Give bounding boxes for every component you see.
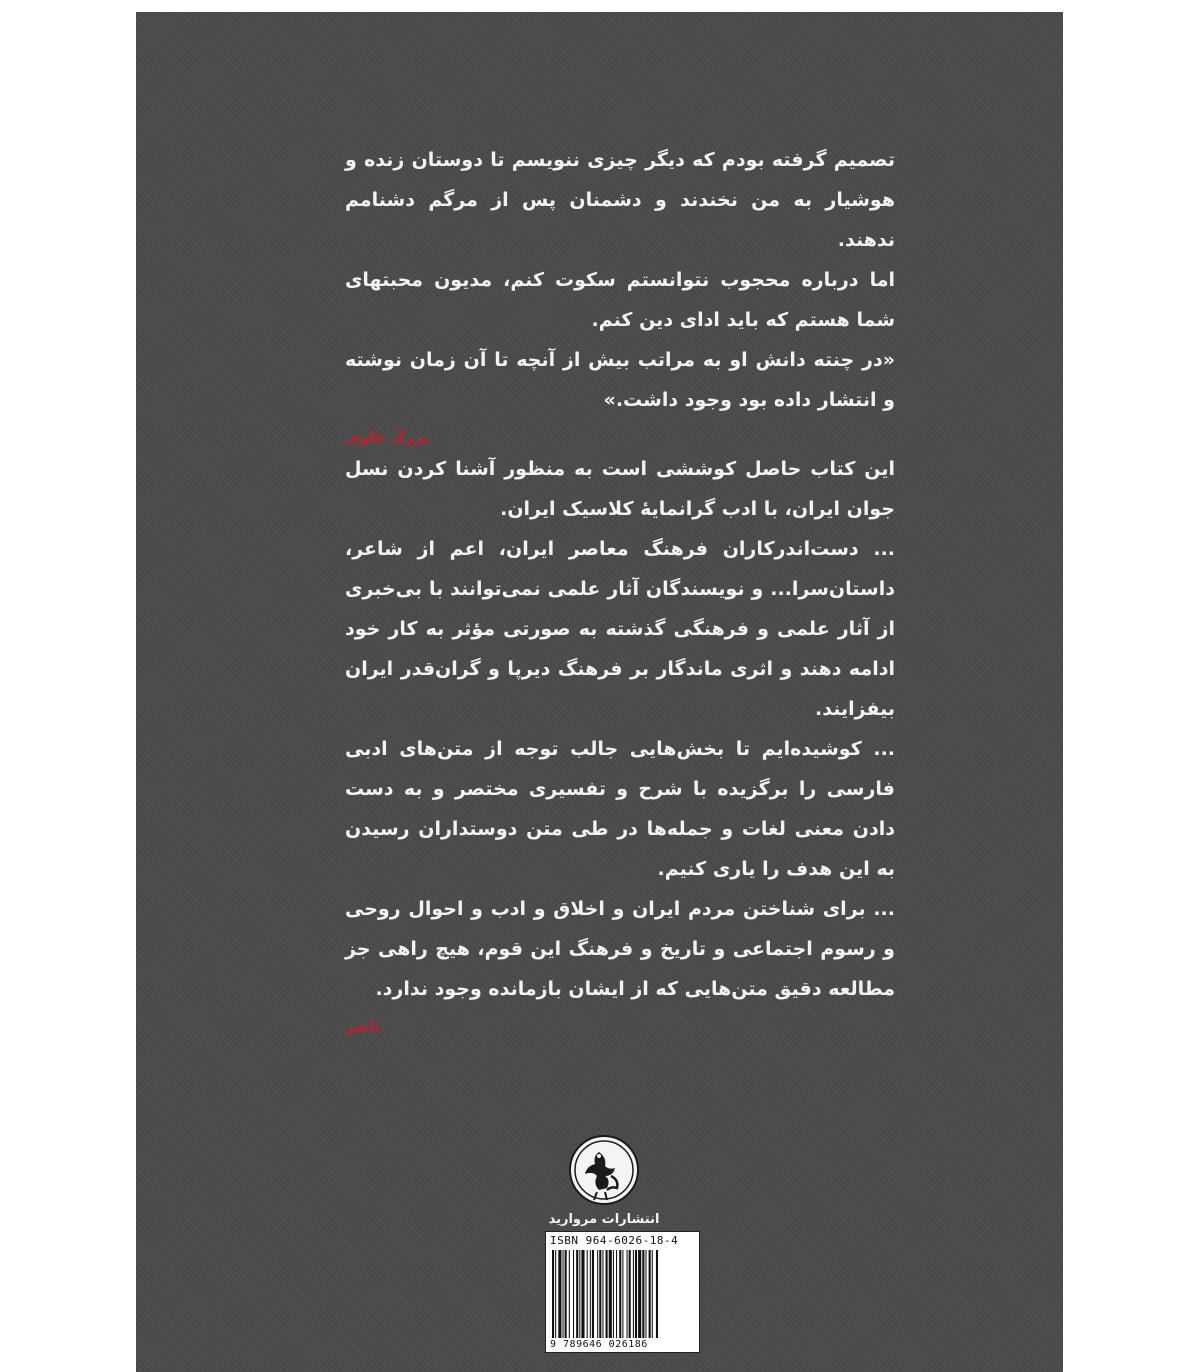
publisher-name-text — [548, 1208, 660, 1228]
intro-signature: ناشر — [345, 1017, 381, 1035]
barcode-bar — [619, 1250, 621, 1338]
isbn-number: ISBN 964-6026-18-4 — [550, 1234, 679, 1247]
barcode-bar — [645, 1250, 646, 1338]
barcode-bar — [555, 1250, 556, 1338]
barcode-bar — [581, 1250, 584, 1338]
barcode-bar — [656, 1250, 658, 1338]
barcode-bar — [652, 1250, 653, 1338]
barcode-bar — [602, 1250, 603, 1338]
barcode-bar — [629, 1250, 631, 1338]
barcode-bar — [579, 1250, 580, 1338]
barcode-bar — [573, 1250, 574, 1338]
barcode-bar — [599, 1250, 601, 1338]
barcode-bar — [622, 1250, 623, 1338]
back-cover — [136, 12, 1063, 1372]
barcode-bar — [569, 1250, 570, 1338]
barcode-bar — [587, 1250, 588, 1338]
publisher-logo — [548, 1132, 660, 1228]
barcode-bar — [576, 1250, 578, 1338]
barcode-bar — [642, 1250, 644, 1338]
barcode-bars — [552, 1250, 695, 1338]
barcode-bar — [638, 1250, 641, 1338]
quote-section — [345, 140, 895, 452]
barcode-bar — [613, 1250, 614, 1338]
barcode-bar — [597, 1250, 598, 1338]
barcode-bar — [565, 1250, 567, 1338]
barcode-bar — [627, 1250, 628, 1338]
barcode-bar — [592, 1250, 594, 1338]
intro-section — [345, 449, 895, 1041]
quote-paragraph: اما درباره محجوب نتوانستم سکوت کنم، مدیون محبتهای شما هستم که باید ادای دین کنم. — [345, 269, 895, 331]
intro-paragraph: ... برای شناختن مردم ایران و اخلاق و ادب و احوال روحی و رسوم اجتماعی و تاریخ و فرهنگ این قوم، هیچ راهی جز مطالعه دقیق متن‌هایی که از ایشان بازمانده وجود ندارد. — [345, 898, 895, 1000]
quote-paragraph: تصمیم گرفته بودم که دیگر چیزی ننویسم تا دوستان زنده و هوشیار به من نخندند و دشمنان پس از مرگم دشنامم ندهند. — [345, 149, 895, 251]
intro-paragraph: ... دست‌اندرکاران فرهنگ معاصر ایران، اعم از شاعر، داستان‌سرا... و نویسندگان آثار علمی نمی‌توانند با بی‌خبری از آثار علمی و فرهنگی گذشته به صورتی مؤثر به کار خود ادامه دهند و اثری ماندگار بر فرهنگ دیرپا و گران‌قدر ایران بیفزایند. — [345, 538, 895, 720]
intro-paragraph: ... کوشیده‌ایم تا بخش‌هایی جالب توجه از متن‌های ادبی فارسی را برگزیده با شرح و تفسیری مختصر و به دست دادن معنی لغات و جمله‌ها در طی متن دوستداران رسیدن به این هدف را یاری کنیم. — [345, 738, 895, 880]
barcode-bar — [616, 1250, 617, 1338]
barcode-bar — [590, 1250, 591, 1338]
barcode-bar — [563, 1250, 564, 1338]
quote-signature: بزرگ علوی — [345, 428, 429, 446]
barcode-bar — [558, 1250, 561, 1338]
barcode-bar — [649, 1250, 651, 1338]
barcode-bar — [635, 1250, 637, 1338]
publisher-name: انتشارات مروارید — [548, 1212, 660, 1227]
ean-number: 9 789646 026186 — [550, 1339, 648, 1350]
intro-paragraph: این کتاب حاصل کوششی است به منظور آشنا کردن نسل جوان ایران، با ادب گرانمایهٔ کلاسیک ایران. — [345, 458, 895, 520]
barcode-bar — [606, 1250, 608, 1338]
barcode-bar — [552, 1250, 554, 1338]
quote-paragraph: «در چنته دانش او به مراتب بیش از آنچه تا آن زمان نوشته و انتشار داده بود وجود داشت.» — [345, 349, 895, 411]
barcode-bar — [609, 1250, 612, 1338]
barcode-bar — [633, 1250, 634, 1338]
isbn-barcode — [545, 1231, 700, 1353]
